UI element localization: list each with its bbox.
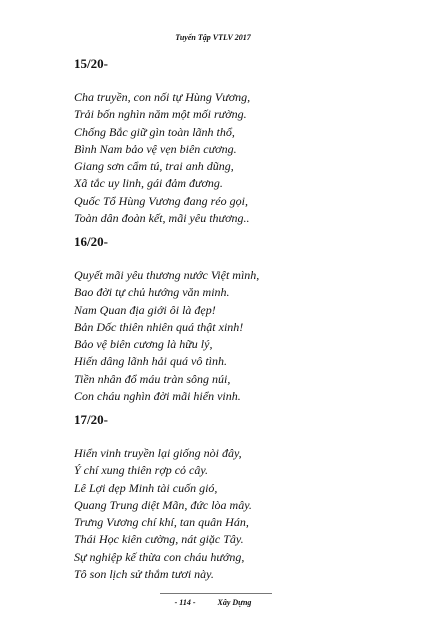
- footer-author: Xây Dựng: [217, 598, 252, 607]
- poem-lines: [74, 445, 394, 583]
- poem-line: Quốc Tổ Hùng Vương đang réo gọi,: [74, 193, 248, 208]
- poem-line: Cha truyền, con nối tự Hùng Vương,: [74, 90, 251, 104]
- poem-line: Toàn dân đoàn kết, mãi yêu thương..: [74, 211, 250, 226]
- poem-line: Trưng Vương chí khí, tan quân Hán,: [74, 515, 249, 530]
- poem-line: Bình Nam bảo vệ vẹn biên cương.: [74, 141, 237, 156]
- poem-number: 15/20-: [74, 56, 108, 71]
- poem-line: Quang Trung diệt Mãn, đức lòa mây.: [74, 497, 252, 512]
- poem-line: Hiển vinh truyền lại giống nòi đây,: [74, 446, 242, 460]
- poem-number: 17/20-: [74, 412, 108, 427]
- poem-line: Con cháu nghìn đời mãi hiển vinh.: [74, 389, 241, 404]
- poem-line: Hiến dâng lãnh hải quá vô tình.: [74, 354, 227, 369]
- poem-line: Tô son lịch sử thắm tươi này.: [74, 567, 214, 582]
- poem-line: Nam Quan địa giới ôi là đẹp!: [74, 302, 216, 317]
- poem-line: Giang sơn cẩm tú, trai anh dũng,: [74, 159, 234, 174]
- poem-line: Bao đời tự chủ hướng văn minh.: [74, 285, 230, 300]
- poem-line: Bảo vệ biên cương là hữu lý,: [74, 337, 213, 352]
- poem-line: Trải bốn nghìn năm một mối rường.: [74, 107, 247, 122]
- poem-number: 16/20-: [74, 234, 108, 249]
- poem-lines: [74, 89, 394, 227]
- poem-15: [74, 56, 394, 227]
- poem-lines: [74, 267, 394, 405]
- page-footer: [0, 598, 426, 607]
- poem-line: Ý chí xung thiên rợp cỏ cây.: [74, 463, 209, 478]
- page-header: Tuyển Tập VTLV 2017: [175, 33, 251, 42]
- poem-17: [74, 412, 394, 583]
- page-number: - 114 -: [174, 598, 196, 607]
- poem-16: [74, 234, 394, 405]
- poem-line: Thái Học kiên cường, nát giặc Tây.: [74, 532, 244, 547]
- footer-divider: [160, 593, 272, 594]
- poem-line: Sự nghiệp kế thừa con cháu hướng,: [74, 549, 245, 564]
- poem-line: Tiền nhân đổ máu tràn sông núi,: [74, 371, 231, 386]
- poem-line: Xã tắc uy linh, gái đảm đương.: [74, 176, 223, 191]
- poem-line: Lê Lợi dẹp Minh tài cuốn gió,: [74, 480, 218, 495]
- poem-line: Quyết mãi yêu thương nước Việt mình,: [74, 268, 260, 282]
- poem-line: Bản Dốc thiên nhiên quá thật xinh!: [74, 319, 244, 334]
- poem-line: Chống Bắc giữ gìn toàn lãnh thổ,: [74, 124, 235, 139]
